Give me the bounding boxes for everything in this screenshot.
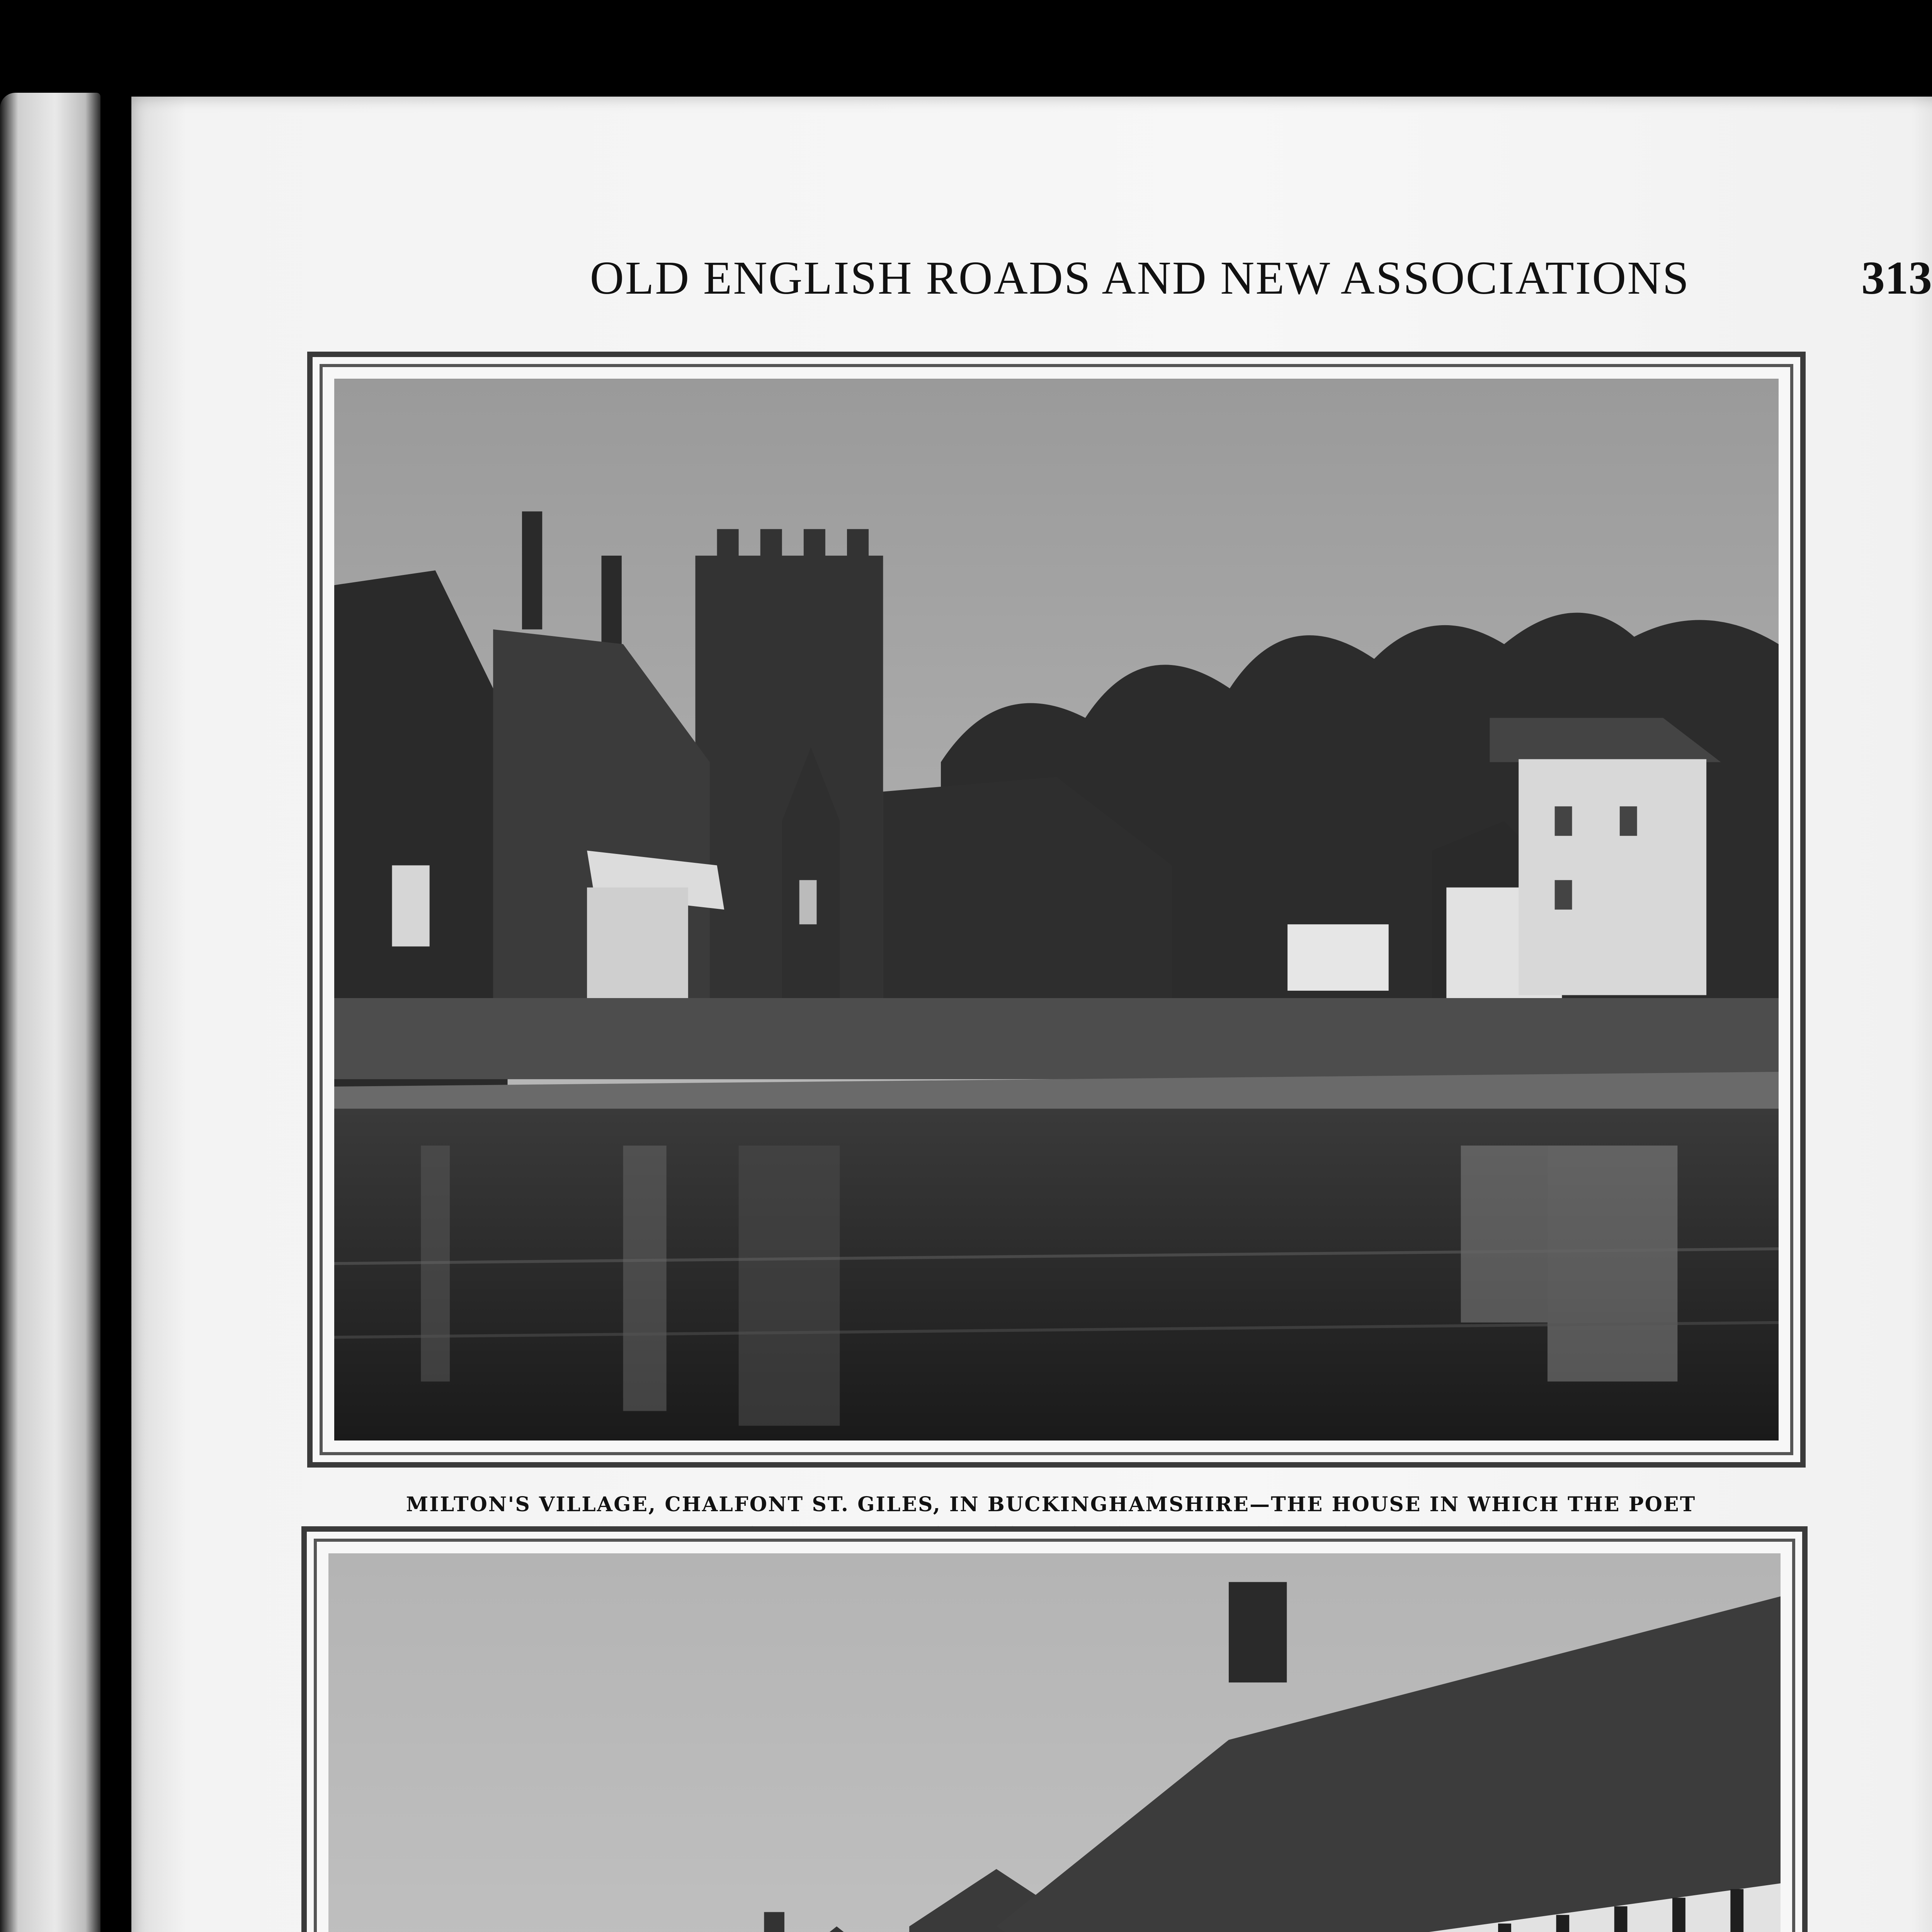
- caption-chalfont-line1: MILTON'S VILLAGE, CHALFONT ST. GILES, IN BUCKINGHAMSHIRE—THE HOUSE IN WHICH THE POET: [406, 1493, 1696, 1516]
- photo-frame-chalfont: [307, 352, 1806, 1468]
- photo-chalfont-st-giles: [334, 379, 1779, 1440]
- page-number: 313: [1861, 252, 1932, 304]
- magazine-page: [131, 97, 1932, 1932]
- hampton-lucy-illustration: [328, 1553, 1781, 1932]
- photo-hampton-lucy: [328, 1553, 1781, 1932]
- chalfont-village-illustration: [334, 379, 1779, 1440]
- running-head: OLD ENGLISH ROADS AND NEW ASSOCIATIONS: [590, 252, 1690, 304]
- photo-frame-hampton-lucy: [301, 1526, 1808, 1932]
- previous-page-edge: [0, 93, 100, 1932]
